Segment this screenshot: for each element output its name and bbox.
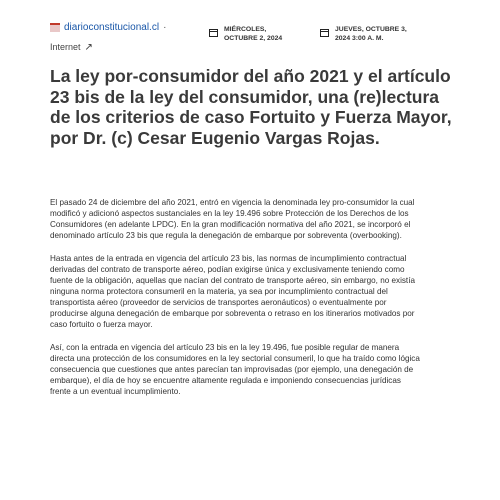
external-link-icon[interactable]: ↗ [84, 42, 93, 53]
source-link[interactable] [50, 22, 166, 33]
article-headline: La ley por-consumidor del año 2021 y el artículo 23 bis de la ley del consumidor, una (re)lectura de los criterios de caso Fortuito y Fuerza Mayor, por Dr. (c) Cesar Eugenio Vargas Rojas. [50, 66, 452, 148]
source-kind-label: Internet [50, 42, 81, 52]
updated-date [335, 26, 410, 44]
calendar-icon [320, 29, 329, 37]
source-site[interactable]: diarioconstitucional.cl [64, 22, 160, 33]
article-meta [0, 0, 500, 62]
paragraph: Hasta antes de la entrada en vigencia del artículo 23 bis, las normas de incumplimiento contractual derivadas del contrato de transporte aéreo, podían exigirse única y exclusivamente teniendo como fuente de la obligación, aquellas que nacían del contrato de transporte aéreo, sin embargo, no existía ninguna norma protectora consumeril en la materia, ya sea por incumplimiento contractual del transportista aéreo (proveedor de servicios de transportes aeronáuticos) o eventualmente por producirse alguna denegación de embarque por sobreventa o retraso en los itinerarios motivados por caso fortuito o fuerza mayor. [50, 253, 415, 330]
calendar-icon [209, 29, 218, 37]
paragraph: Así, con la entrada en vigencia del artículo 23 bis en la ley 19.496, fue posible regular de manera directa una protección de los consumidores en la ley sectorial consumeril, lo que ha traído como lógica consecuencia que cuestiones que antes parecían tan improvisadas (por ejemplo, una denegación de embarque), el día de hoy se encuentre altamente regulada e imponiendo consecuencias jurídicas frente a un eventual incumplimiento. [50, 343, 420, 397]
updated-date-label: JUEVES, OCTUBRE 3, 2024 3:00 A. M. [335, 26, 407, 42]
site-favicon-icon [50, 23, 60, 32]
source-kind [50, 42, 93, 53]
paragraph: El pasado 24 de diciembre del año 2021, entró en vigencia la denominada ley pro-consumidor la cual modificó y adicionó aspectos sustanciales en la ley 19.496 sobre Protección de los Derechos de los Consumidores (en adelante LPDC). En la gran modificación normativa del año 2021, se incorporó el denominado artículo 23 bis que regula la denegación de embarque por sobreventa (overbooking). [50, 198, 415, 241]
published-date-label: MIÉRCOLES, OCTUBRE 2, 2024 [224, 26, 283, 42]
published-date [224, 26, 296, 44]
separator-dot: · [163, 22, 167, 33]
article-body [50, 197, 422, 409]
